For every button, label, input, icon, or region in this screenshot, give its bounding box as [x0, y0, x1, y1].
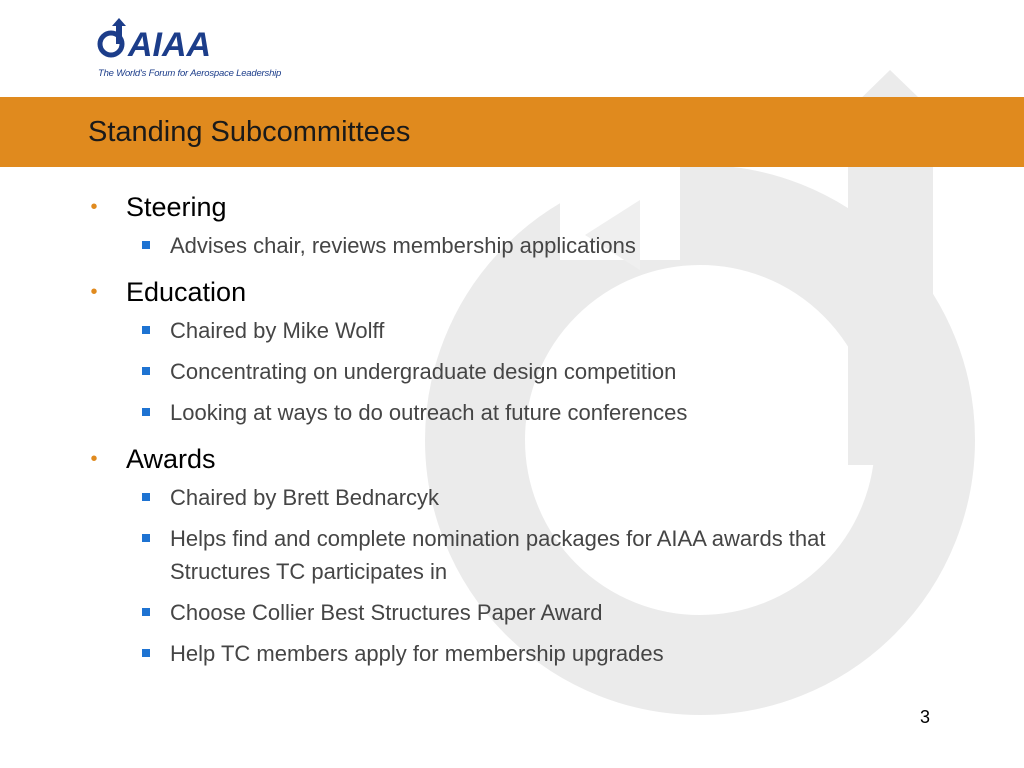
item-text: Choose Collier Best Structures Paper Award	[170, 600, 603, 625]
list-item	[88, 396, 908, 429]
square-bullet-icon	[142, 534, 150, 542]
item-text: Helps find and complete nomination packages for AIAA awards that Structures TC participates in	[170, 526, 826, 584]
slide-title: Standing Subcommittees	[88, 116, 411, 148]
section-label: Education	[126, 277, 247, 307]
section-steering-items	[88, 229, 908, 262]
section-steering	[88, 185, 908, 229]
list-item	[88, 637, 908, 670]
round-bullet-icon: •	[90, 281, 98, 303]
list-item	[88, 522, 908, 588]
item-text: Chaired by Mike Wolff	[170, 318, 385, 343]
section-education-items	[88, 314, 908, 429]
section-label: Awards	[126, 444, 216, 474]
list-item	[88, 481, 908, 514]
square-bullet-icon	[142, 408, 150, 416]
logo-tagline: The World's Forum for Aerospace Leadership	[98, 68, 282, 79]
square-bullet-icon	[142, 326, 150, 334]
aiaa-logo	[96, 18, 282, 80]
item-text: Advises chair, reviews membership applications	[170, 233, 636, 258]
item-text: Looking at ways to do outreach at future conferences	[170, 400, 688, 425]
square-bullet-icon	[142, 367, 150, 375]
round-bullet-icon: •	[90, 448, 98, 470]
item-text: Help TC members apply for membership upgrades	[170, 641, 664, 666]
item-text: Chaired by Brett Bednarcyk	[170, 485, 440, 510]
list-item	[88, 355, 908, 388]
list-item	[88, 596, 908, 629]
list-item	[88, 314, 908, 347]
item-text: Concentrating on undergraduate design competition	[170, 359, 677, 384]
section-label: Steering	[126, 192, 227, 222]
round-bullet-icon: •	[90, 196, 98, 218]
square-bullet-icon	[142, 608, 150, 616]
logo-wordmark: AIAA	[128, 26, 212, 64]
section-awards	[88, 437, 908, 481]
list-item	[88, 229, 908, 262]
square-bullet-icon	[142, 649, 150, 657]
square-bullet-icon	[142, 241, 150, 249]
section-education	[88, 270, 908, 314]
bullet-list	[88, 185, 908, 678]
page-number: 3	[920, 707, 931, 727]
square-bullet-icon	[142, 493, 150, 501]
aiaa-wordmark-icon	[96, 18, 256, 64]
section-awards-items	[88, 481, 908, 670]
